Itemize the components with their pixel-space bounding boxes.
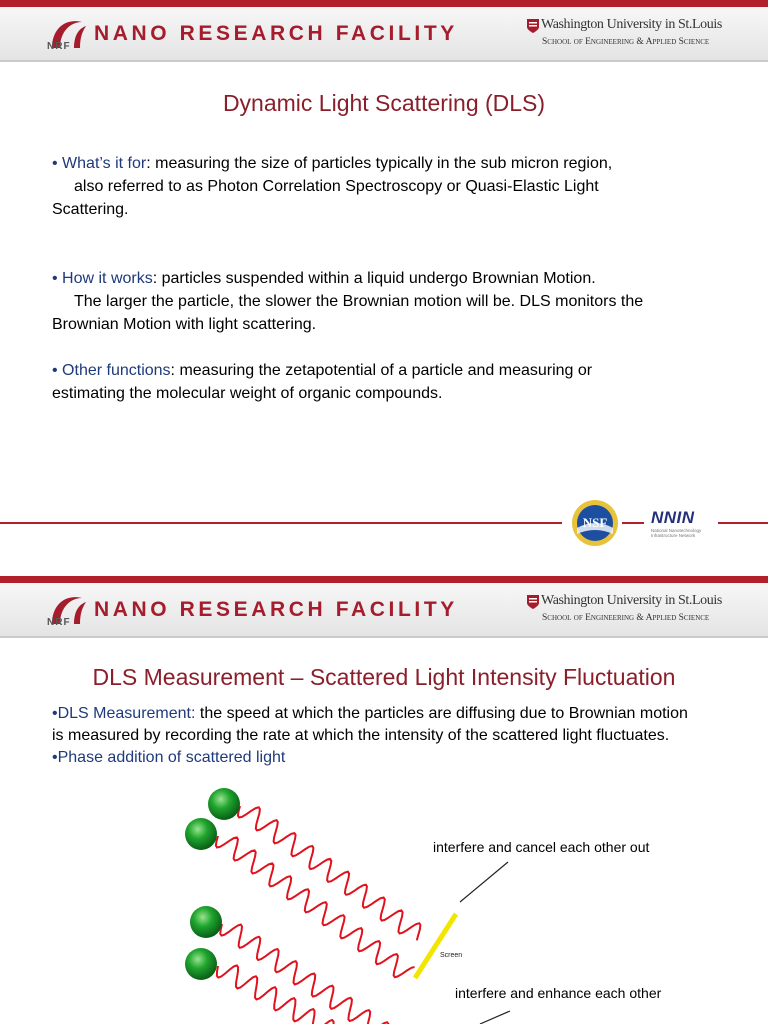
line-text: The larger the particle, the slower the Brownian motion will be. DLS monitors the [74,293,644,310]
school-name: School of Engineering & Applied Science [542,37,710,47]
slide-header [0,0,768,62]
header-top-bar [0,576,768,583]
paragraph-line [52,152,732,175]
header-divider [0,60,768,62]
annotation-pointer [460,862,508,902]
slide-title: Dynamic Light Scattering (DLS) [222,90,546,116]
university-name: Washington University in St.Louis [541,17,722,32]
paragraph-line [52,703,742,725]
facility-name: NANO RESEARCH FACILITY [94,22,458,45]
university-name: Washington University in St.Louis [541,593,722,608]
line-text: particles suspended within a liquid undergo Brownian Motion. [161,270,596,287]
line-text: measuring the size of particles typically in the sub micron region, [155,155,613,172]
line-text: also referred to as Photon Correlation Spectroscopy or Quasi-Elastic Light [74,178,599,195]
nsf-logo-icon [570,498,620,548]
footer-line [0,522,562,524]
scattered-waves [216,806,424,1024]
paragraph-line [52,267,732,290]
how-it-works-label: • How it works [52,270,153,287]
paragraph-line [52,359,732,382]
dls-measurement-label: •DLS Measurement: [52,705,196,722]
how-it-works-paragraph [52,267,732,336]
light-wave [238,806,421,940]
line-text: the speed at which the particles are diffusing due to Brownian motion [195,705,688,722]
slide-2 [0,576,768,1024]
annotation-pointer [480,1011,510,1024]
slide-separator [0,560,768,576]
particle [185,818,217,850]
nnin-logo-text: NNIN [651,508,695,527]
enhance-annotation: interfere and enhance each other [455,985,662,1001]
label-colon: : [152,270,162,287]
school-name: School of Engineering & Applied Science [542,613,710,623]
whats-it-for-paragraph [52,152,732,221]
whats-it-for-label: • What’s it for [52,155,147,172]
university-shield-icon [527,19,539,33]
paragraph-line: Scattering. [52,201,129,218]
paragraph-line: is measured by recording the rate at which the intensity of the scattered light fluctuates. [52,727,670,744]
footer-line [622,522,644,524]
slide-title: DLS Measurement – Scattered Light Intensity Fluctuation [92,664,676,690]
facility-name: NANO RESEARCH FACILITY [94,598,458,621]
header-top-bar [0,0,768,7]
phase-addition-label: •Phase addition of scattered light [52,749,286,766]
nrf-logo-text: NRF [47,41,71,52]
particle [208,788,240,820]
paragraph-line: Brownian Motion with light scattering. [52,316,317,333]
other-functions-label: • Other functions [52,362,171,379]
nnin-logo-subtext: National Nanotechnology Infrastructure Network [651,528,702,538]
dls-measurement-paragraph [52,703,742,769]
light-wave [216,836,415,977]
paragraph-line: estimating the molecular weight of organic compounds. [52,385,443,402]
cancel-annotation: interfere and cancel each other out [433,839,650,855]
footer-line [718,522,768,524]
nsf-logo-text: NSF [582,515,608,530]
particle [190,906,222,938]
slide-header [0,576,768,638]
other-functions-paragraph [52,359,732,405]
nrf-logo-text: NRF [47,617,71,628]
header-divider [0,636,768,638]
paragraph-line [52,290,732,313]
label-colon: : [146,155,156,172]
paragraph-line [52,175,732,198]
screen-label: Screen [440,952,463,959]
line-text: measuring the zetapotential of a particle and measuring or [179,362,593,379]
label-colon: : [170,362,180,379]
university-shield-icon [527,595,539,609]
detector-screen [415,914,456,978]
particle [185,948,217,980]
